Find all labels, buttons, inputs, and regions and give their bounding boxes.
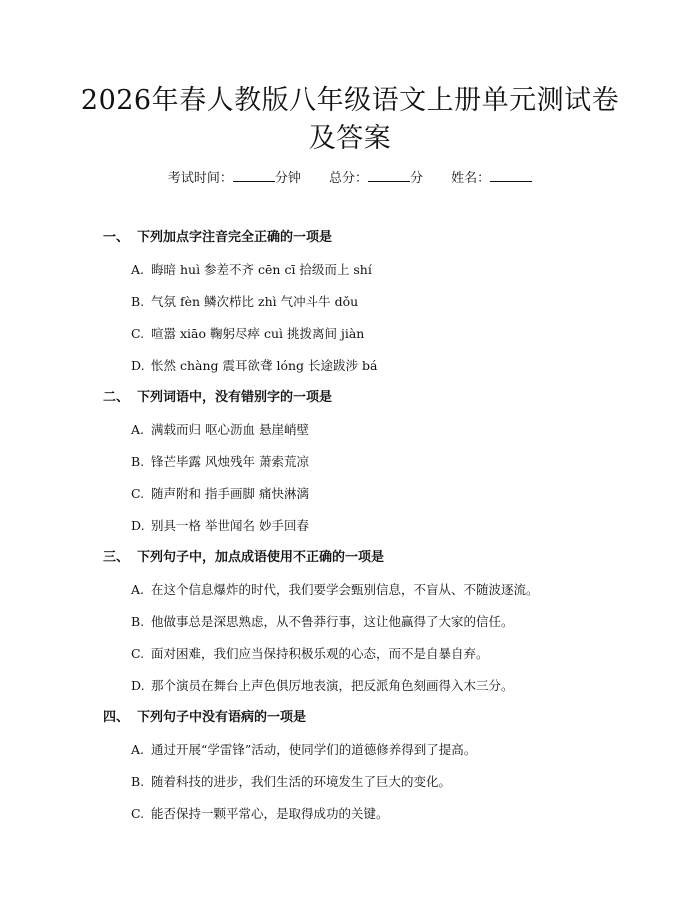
option-text: 随着科技的进步，我们生活的环境发生了巨大的变化。 (151, 774, 452, 789)
option-text: 别具一格 举世闻名 妙手回春 (151, 518, 309, 533)
option-letter: D. (131, 678, 145, 693)
option-letter: B. (131, 774, 145, 789)
option-letter: C. (131, 646, 145, 661)
score-unit: 分 (410, 171, 424, 186)
exam-time (168, 168, 301, 188)
option-item (131, 613, 514, 631)
option-letter: B. (131, 614, 145, 629)
question-number: 四、 (103, 710, 130, 725)
option-text: 随声附和 指手画脚 痛快淋漓 (151, 486, 309, 501)
option-text: 他做事总是深思熟虑，从不鲁莽行事，这让他赢得了大家的信任。 (151, 614, 514, 629)
option-text: 能否保持一颗平常心，是取得成功的关键。 (151, 806, 389, 821)
name-label: 姓名： (451, 171, 491, 186)
question-number: 三、 (103, 550, 130, 565)
option-letter: A. (131, 262, 145, 277)
option-item (131, 677, 514, 695)
question-heading (103, 709, 306, 727)
exam-score (329, 168, 423, 188)
option-letter: B. (131, 294, 145, 309)
option-item (131, 421, 309, 439)
option-item (131, 581, 539, 599)
option-text: 锋芒毕露 风烛残年 萧索荒凉 (151, 454, 309, 469)
option-letter: D. (131, 358, 145, 373)
question-text: 下列句子中，加点成语使用不正确的一项是 (137, 550, 385, 565)
option-letter: A. (131, 742, 145, 757)
question-heading (103, 389, 332, 407)
option-item (131, 325, 364, 343)
option-text: 满载而归 呕心沥血 悬崖峭壁 (151, 422, 309, 437)
time-label: 考试时间： (167, 171, 233, 186)
option-item (131, 773, 451, 791)
option-letter: C. (131, 326, 145, 341)
option-letter: C. (131, 806, 145, 821)
option-text: 喧嚣 xiāo 鞠躬尽瘁 cuì 挑拨离间 jiàn (151, 326, 365, 341)
option-letter: B. (131, 454, 145, 469)
option-text: 怅然 chàng 震耳欲聋 lóng 长途跋涉 bá (151, 358, 378, 373)
question-heading (103, 549, 384, 567)
score-label: 总分： (328, 171, 368, 186)
option-item (131, 357, 377, 375)
option-letter: A. (131, 422, 145, 437)
name-blank[interactable] (490, 168, 532, 182)
option-text: 气氛 fèn 鳞次栉比 zhì 气冲斗牛 dǒu (151, 294, 359, 309)
option-item (131, 645, 489, 663)
page-title (0, 82, 700, 158)
question-heading (103, 229, 332, 247)
option-item (131, 485, 309, 503)
option-text: 面对困难，我们应当保持积极乐观的心态，而不是自暴自弃。 (151, 646, 489, 661)
option-item (131, 261, 372, 279)
option-letter: C. (131, 486, 145, 501)
title-line-2: 及答案 (308, 123, 392, 154)
option-item (131, 517, 309, 535)
option-letter: D. (131, 518, 145, 533)
question-text: 下列加点字注音完全正确的一项是 (137, 230, 333, 245)
option-text: 晦暗 huì 参差不齐 cēn cī 拾级而上 shí (151, 262, 372, 277)
score-blank[interactable] (368, 168, 410, 182)
option-text: 通过开展“学雷锋”活动，使同学们的道德修养得到了提高。 (151, 742, 477, 757)
question-number: 二、 (103, 390, 130, 405)
exam-name (451, 168, 532, 188)
option-item (131, 293, 358, 311)
time-unit: 分钟 (274, 171, 301, 186)
option-item (131, 741, 476, 759)
time-blank[interactable] (233, 168, 275, 182)
title-line-1: 2026年春人教版八年级语文上册单元测试卷 (80, 85, 620, 116)
question-text: 下列词语中，没有错别字的一项是 (137, 390, 333, 405)
option-text: 在这个信息爆炸的时代，我们要学会甄别信息，不盲从、不随波逐流。 (151, 582, 539, 597)
exam-info (0, 168, 700, 188)
question-number: 一、 (103, 230, 130, 245)
option-letter: A. (131, 582, 145, 597)
question-text: 下列句子中没有语病的一项是 (137, 710, 307, 725)
option-text: 那个演员在舞台上声色俱厉地表演，把反派角色刻画得入木三分。 (151, 678, 514, 693)
option-item (131, 453, 309, 471)
option-item (131, 805, 389, 823)
